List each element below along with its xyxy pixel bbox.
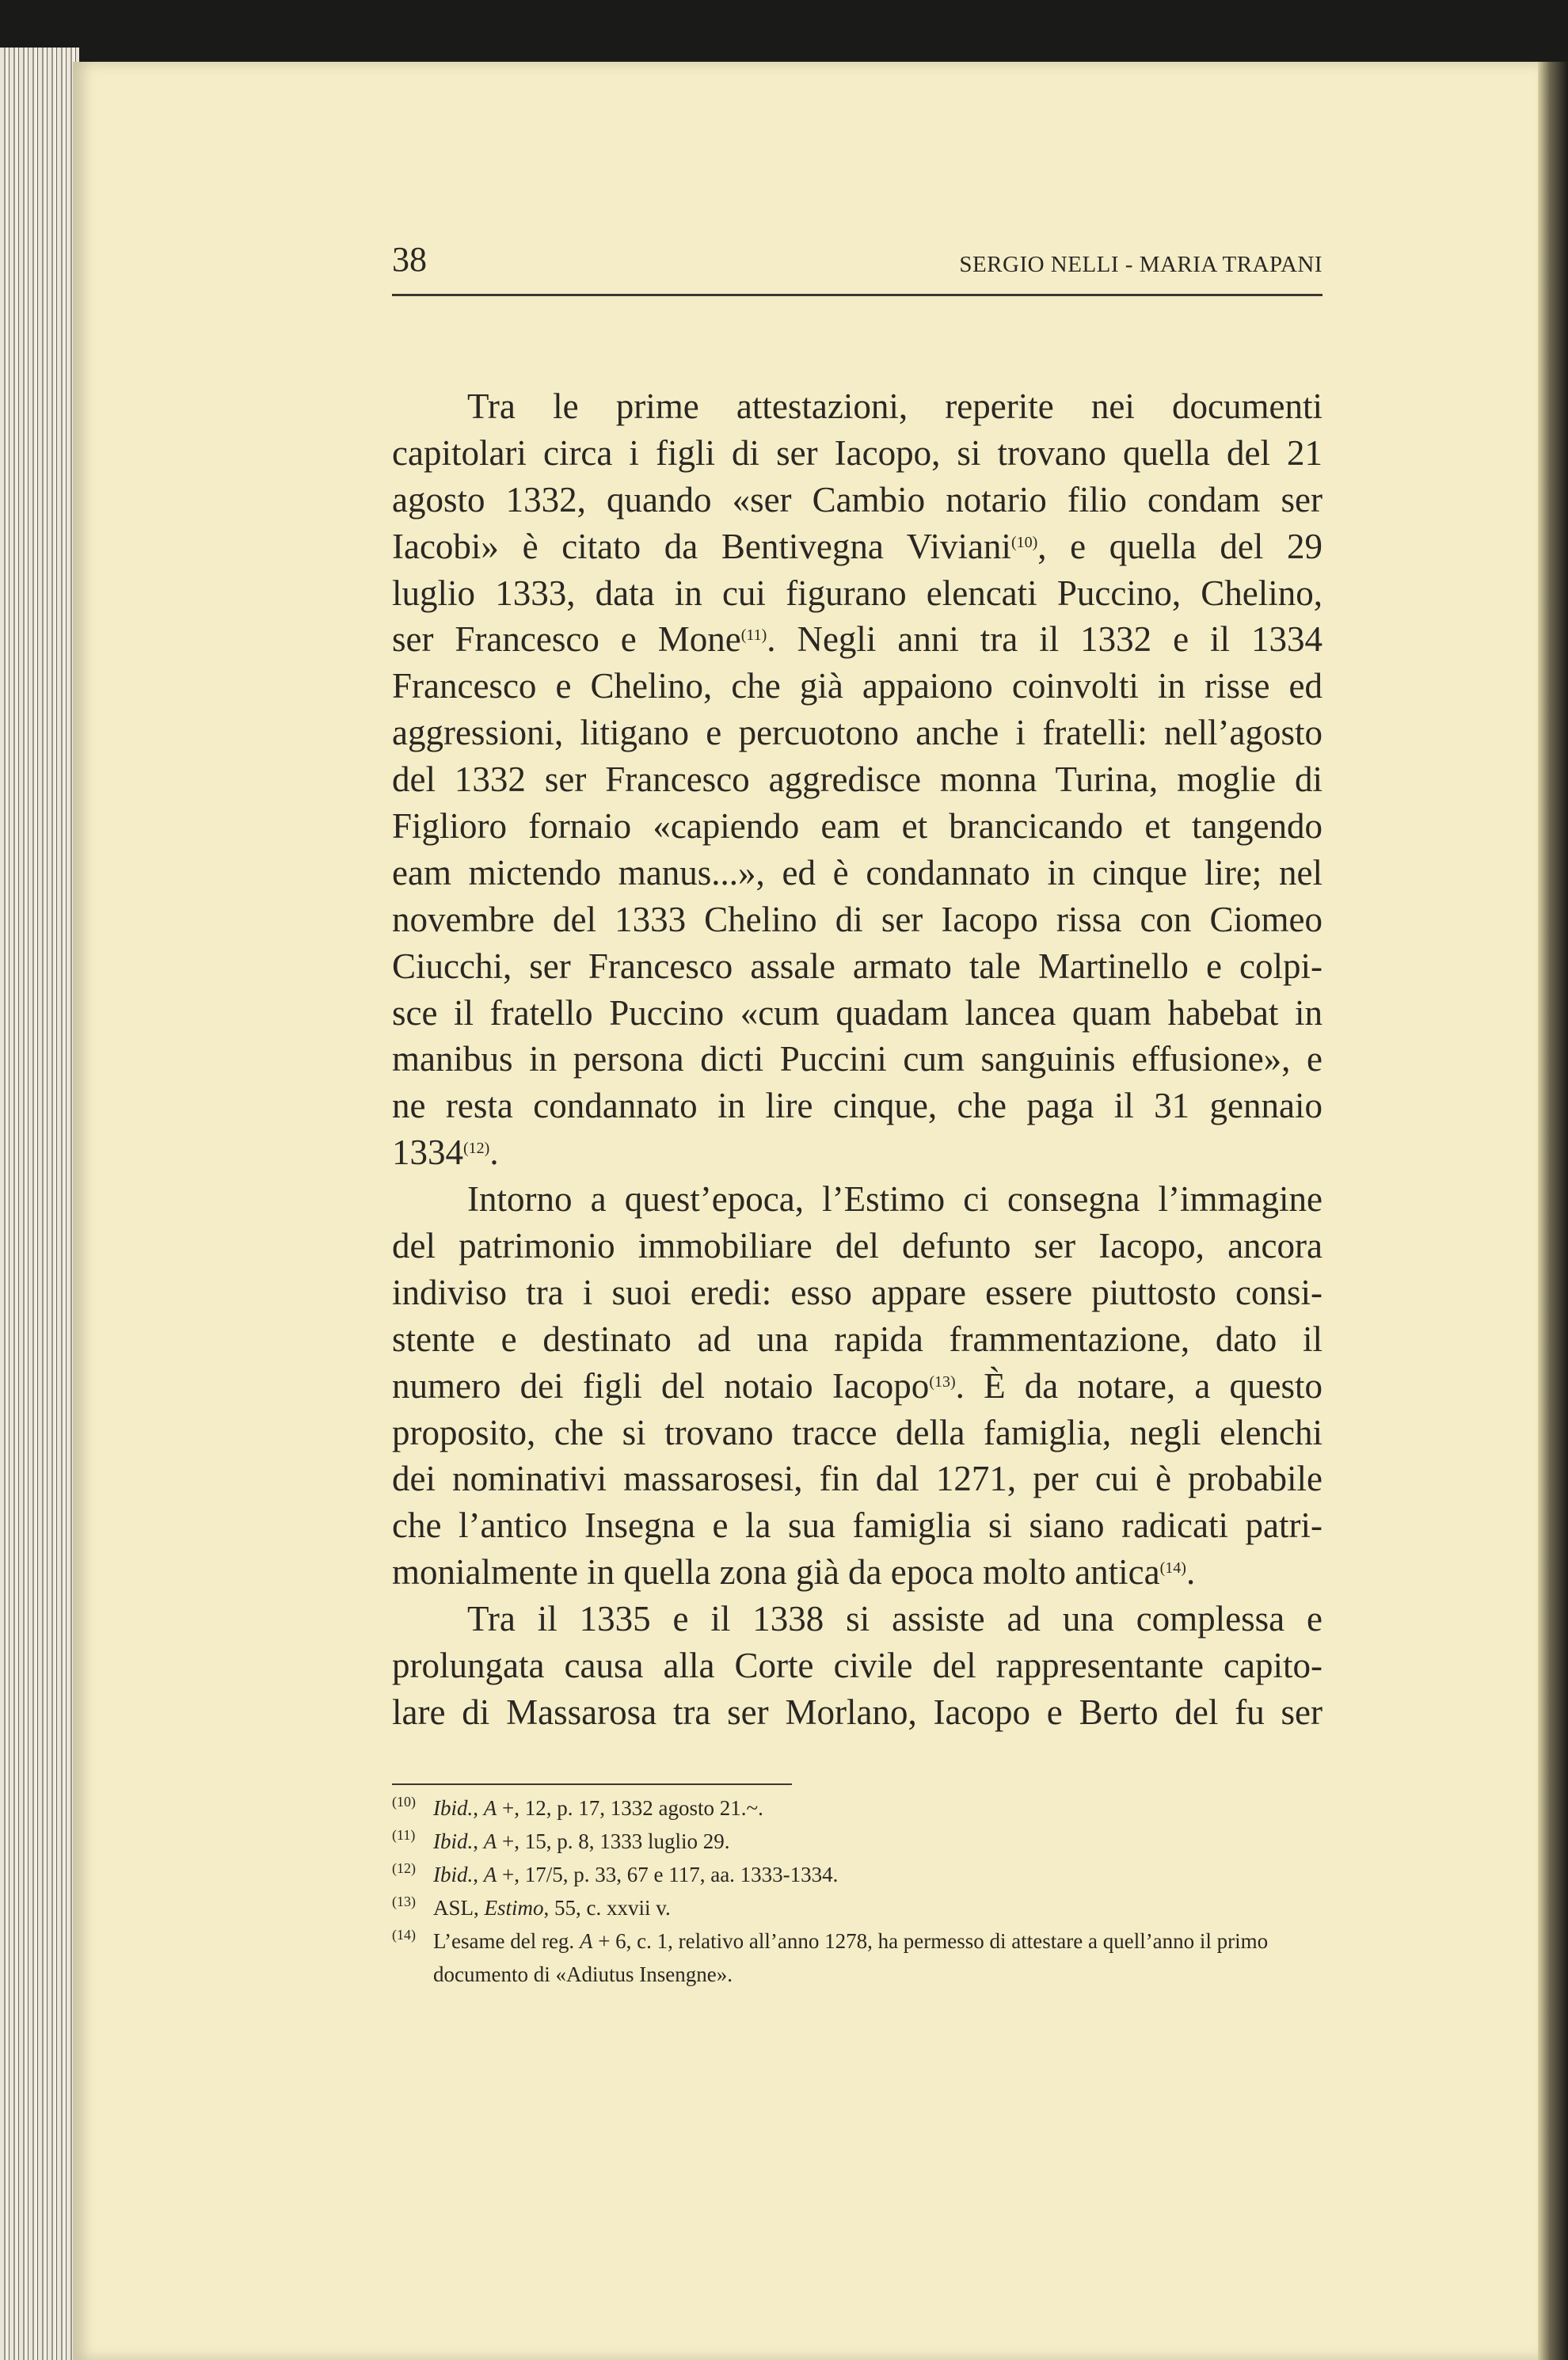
text-run: eam mictendo manus...», ed è condannato in cinque lire; nel [392, 852, 1323, 893]
line-content [392, 1129, 1323, 1176]
text-line [392, 1549, 1323, 1596]
text-run: ne resta condannato in lire cinque, che paga il 31 gennaio [392, 1086, 1323, 1126]
footnote-text [433, 1858, 1326, 1891]
line-content [392, 616, 1323, 663]
line-content [467, 383, 1323, 430]
line-content [392, 477, 1323, 523]
text-line [392, 1689, 1323, 1736]
text-line [392, 430, 1323, 477]
text-line [392, 570, 1323, 617]
line-content [392, 1689, 1323, 1736]
footnote-text [433, 1825, 1326, 1858]
text-run: . È da notare, a questo [955, 1365, 1323, 1406]
line-content [392, 1456, 1323, 1502]
text-run: L’esame del reg. [433, 1929, 580, 1953]
footnote [392, 1791, 1326, 1825]
line-content [392, 1223, 1323, 1269]
footnote-number: (12) [392, 1860, 416, 1876]
text-line [392, 990, 1323, 1037]
line-content [392, 523, 1323, 570]
text-run: sce il fratello Puccino «cum quadam lancea quam habebat in [392, 992, 1323, 1033]
line-content [392, 943, 1323, 990]
text-run: prolungata causa alla Corte civile del rappresentante capito- [392, 1646, 1323, 1686]
footnote [392, 1924, 1326, 1991]
line-content [392, 1036, 1323, 1083]
text-line [392, 1036, 1323, 1083]
text-run: lare di Massarosa tra ser Morlano, Iacopo e Berto del fu ser [392, 1692, 1323, 1732]
text-run: ser Francesco e Mone [392, 619, 741, 660]
text-run: Iacobi» è citato da Bentivegna Viviani [392, 526, 1011, 566]
text-run: capitolari circa i figli di ser Iacopo, si trovano quella del 21 [392, 432, 1323, 473]
line-content [392, 850, 1323, 896]
text-line [392, 1316, 1323, 1363]
footnote-ref: (14) [1159, 1559, 1186, 1578]
header-rule [392, 294, 1323, 296]
line-content [392, 1642, 1323, 1689]
italic-run: A [483, 1863, 497, 1886]
footnote-ref: (13) [929, 1372, 956, 1391]
text-line [392, 756, 1323, 803]
italic-run: Estimo [484, 1896, 544, 1920]
footnotes [392, 1791, 1326, 1991]
text-run: . [1186, 1552, 1196, 1593]
italic-run: A [579, 1929, 593, 1953]
running-title: SERGIO NELLI - MARIA TRAPANI [959, 252, 1323, 277]
text-line [392, 1502, 1323, 1549]
footnote-text [433, 1891, 1326, 1924]
text-run: Figlioro fornaio «capiendo eam et brancicando et tangendo [392, 806, 1323, 847]
text-run: luglio 1333, data in cui figurano elencati Puccino, Chelino, [392, 573, 1323, 613]
line-content [392, 663, 1323, 710]
footnote-number: (10) [392, 1794, 416, 1810]
text-run: dei nominativi massarosesi, fin dal 1271, per cui è probabile [392, 1459, 1323, 1499]
text-run: . [489, 1132, 499, 1173]
text-line [392, 850, 1323, 896]
text-run: , [473, 1863, 484, 1886]
text-line [392, 943, 1323, 990]
italic-run: Ibid. [433, 1863, 474, 1886]
text-run: +, 17/5, p. 33, 67 e 117, aa. 1333-1334. [497, 1863, 839, 1886]
body-text [392, 383, 1323, 1736]
text-run: proposito, che si trovano tracce della famiglia, negli elenchi [392, 1412, 1323, 1452]
footnote [392, 1825, 1326, 1858]
line-content [392, 430, 1323, 477]
footnote-rule [392, 1783, 792, 1785]
text-run: numero dei figli del notaio Iacopo [392, 1365, 930, 1406]
page-right-edge [1538, 62, 1568, 2360]
text-run: , [473, 1829, 484, 1853]
page-stack-edges [0, 48, 79, 2360]
text-run: aggressioni, litigano e percuotono anche i fratelli: nell’agosto [392, 713, 1323, 753]
line-content [392, 570, 1323, 617]
text-run: . Negli anni tra il 1332 e il 1334 [767, 619, 1323, 660]
text-run: +, 15, p. 8, 1333 luglio 29. [497, 1829, 730, 1853]
line-content [392, 1410, 1323, 1456]
line-content [392, 803, 1323, 850]
line-content [392, 896, 1323, 943]
text-run: Intorno a quest’epoca, l’Estimo ci consegna l’immagine [467, 1179, 1323, 1220]
line-content [392, 1502, 1323, 1549]
line-content [392, 1316, 1323, 1363]
line-content [392, 710, 1323, 756]
text-run: , e quella del 29 [1037, 526, 1323, 566]
text-run: Tra le prime attestazioni, reperite nei documenti [467, 386, 1323, 426]
text-run: del 1332 ser Francesco aggredisce monna Turina, moglie di [392, 759, 1323, 800]
text-line [392, 1083, 1323, 1129]
italic-run: Ibid. [433, 1796, 474, 1820]
text-run: agosto 1332, quando «ser Cambio notario filio condam ser [392, 479, 1323, 520]
footnote-ref: (10) [1010, 533, 1038, 551]
text-line [392, 383, 1323, 430]
text-run: , [473, 1796, 484, 1820]
text-line [392, 1176, 1323, 1223]
line-content [392, 1363, 1323, 1410]
line-content [467, 1596, 1323, 1642]
footnote-ref: (11) [740, 626, 767, 645]
text-run: + 6, c. 1, relativo all’anno 1278, ha permesso di attestare a quell’anno il primo documento di «Adiutus Insengne». [433, 1929, 1269, 1986]
text-line [392, 803, 1323, 850]
text-line [392, 710, 1323, 756]
footnote-text [433, 1924, 1326, 1991]
footnote-number: (11) [392, 1827, 416, 1843]
text-line [392, 1269, 1323, 1316]
text-run: , 55, c. xxvii v. [543, 1896, 671, 1920]
footnote-ref: (12) [463, 1140, 490, 1158]
line-content [392, 1549, 1323, 1596]
text-line [392, 1223, 1323, 1269]
text-line [392, 1410, 1323, 1456]
text-line [392, 663, 1323, 710]
text-run: manibus in persona dicti Puccini cum sanguinis effusione», e [392, 1039, 1323, 1079]
text-line [392, 1642, 1323, 1689]
footnote-text [433, 1791, 1326, 1825]
text-run: monialmente in quella zona già da epoca molto antica [392, 1552, 1160, 1593]
footnote-number: (13) [392, 1894, 416, 1909]
text-run: 1334 [392, 1132, 463, 1173]
italic-run: Ibid. [433, 1829, 474, 1853]
running-header [392, 239, 1323, 287]
text-run: +, 12, p. 17, 1332 agosto 21.~. [497, 1796, 763, 1820]
text-line [392, 1129, 1323, 1176]
line-content [467, 1176, 1323, 1223]
line-content [392, 990, 1323, 1037]
text-run: che l’antico Insegna e la sua famiglia si siano radicati patri- [392, 1505, 1323, 1546]
text-run: del patrimonio immobiliare del defunto ser Iacopo, ancora [392, 1226, 1323, 1266]
line-content [392, 1269, 1323, 1316]
text-run: Francesco e Chelino, che già appaiono coinvolti in risse ed [392, 666, 1323, 706]
text-line [392, 1456, 1323, 1502]
text-run: novembre del 1333 Chelino di ser Iacopo rissa con Ciomeo [392, 899, 1323, 939]
italic-run: A [483, 1829, 497, 1853]
text-line [392, 616, 1323, 663]
line-content [392, 756, 1323, 803]
text-line [392, 1363, 1323, 1410]
footnote [392, 1858, 1326, 1891]
text-run: ASL, [433, 1896, 485, 1920]
text-line [392, 1596, 1323, 1642]
footnote-number: (14) [392, 1927, 416, 1943]
text-run: stente e destinato ad una rapida frammentazione, dato il [392, 1319, 1323, 1359]
footnote [392, 1891, 1326, 1924]
italic-run: A [483, 1796, 497, 1820]
text-run: indiviso tra i suoi eredi: esso appare essere piuttosto consi- [392, 1272, 1323, 1312]
text-line [392, 523, 1323, 570]
text-line [392, 896, 1323, 943]
line-content [392, 1083, 1323, 1129]
page-number: 38 [392, 240, 427, 279]
text-run: Tra il 1335 e il 1338 si assiste ad una complessa e [467, 1599, 1323, 1639]
text-line [392, 477, 1323, 523]
text-run: Ciucchi, ser Francesco assale armato tale Martinello e colpi- [392, 946, 1323, 986]
